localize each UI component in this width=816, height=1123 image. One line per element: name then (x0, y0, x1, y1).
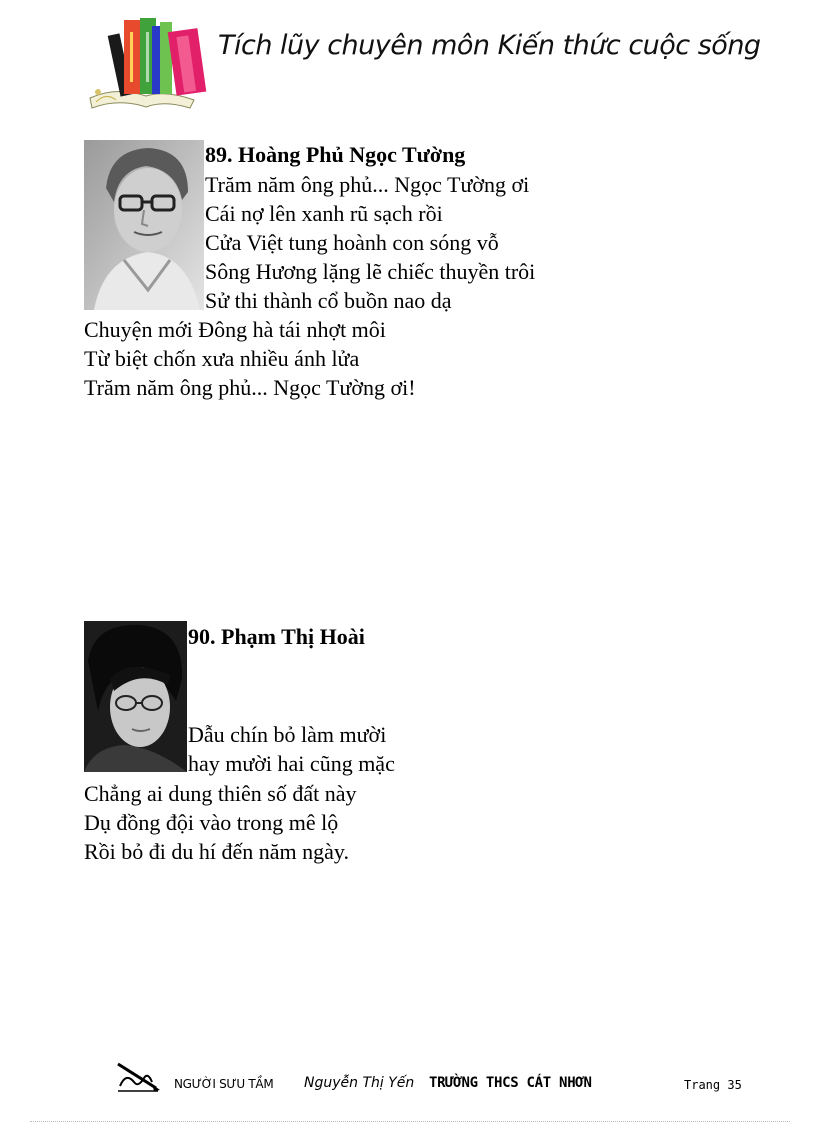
poem-line: Cái nợ lên xanh rũ sạch rồi (205, 201, 443, 226)
poem-line: Trăm năm ông phủ... Ngọc Tường ơi (205, 172, 530, 197)
poem-line: Trăm năm ông phủ... Ngọc Tường ơi! (84, 375, 416, 400)
poem-line: Từ biệt chốn xưa nhiều ánh lửa (84, 346, 360, 371)
poem-line: Sử thi thành cổ buồn nao dạ (205, 288, 452, 313)
collector-label: NGƯỜI SƯU TẦM (174, 1077, 274, 1091)
poem-line: Rồi bỏ đi du hí đến năm ngày. (84, 839, 349, 864)
poem-title: 89. Hoàng Phủ Ngọc Tường (205, 142, 466, 167)
poem-line: Cửa Việt tung hoành con sóng vỗ (205, 230, 499, 255)
pen-signature-icon (116, 1060, 162, 1094)
poem-stanza (84, 315, 416, 402)
header-title: Tích lũy chuyên môn Kiến thức cuộc sống (218, 30, 761, 61)
portrait-photo-hoang-phu-ngoc-tuong (84, 140, 204, 310)
poem-line: hay mười hai cũng mặc (188, 751, 395, 776)
poem-line: Chuyện mới Đông hà tái nhợt môi (84, 317, 386, 342)
poem-line: Sông Hương lặng lẽ chiếc thuyền trôi (205, 259, 536, 284)
poem-line: Dẫu chín bỏ làm mười (188, 722, 387, 747)
school-name: TRƯỜNG THCS CÁT NHƠN (429, 1075, 592, 1091)
books-icon (86, 12, 210, 112)
poem-stanza (84, 779, 357, 866)
portrait-photo-pham-thi-hoai (84, 621, 187, 772)
author-name: Nguyễn Thị Yến (304, 1075, 415, 1091)
footer-divider (30, 1121, 790, 1122)
poem-line: Dụ đồng đội vào trong mê lộ (84, 810, 339, 835)
poem-line: Chẳng ai dung thiên số đất này (84, 781, 357, 806)
poem-title: 90. Phạm Thị Hoài (188, 624, 365, 649)
page-number: Trang 35 (684, 1078, 742, 1092)
poem-stanza (188, 720, 395, 778)
poem-stanza (205, 170, 535, 315)
